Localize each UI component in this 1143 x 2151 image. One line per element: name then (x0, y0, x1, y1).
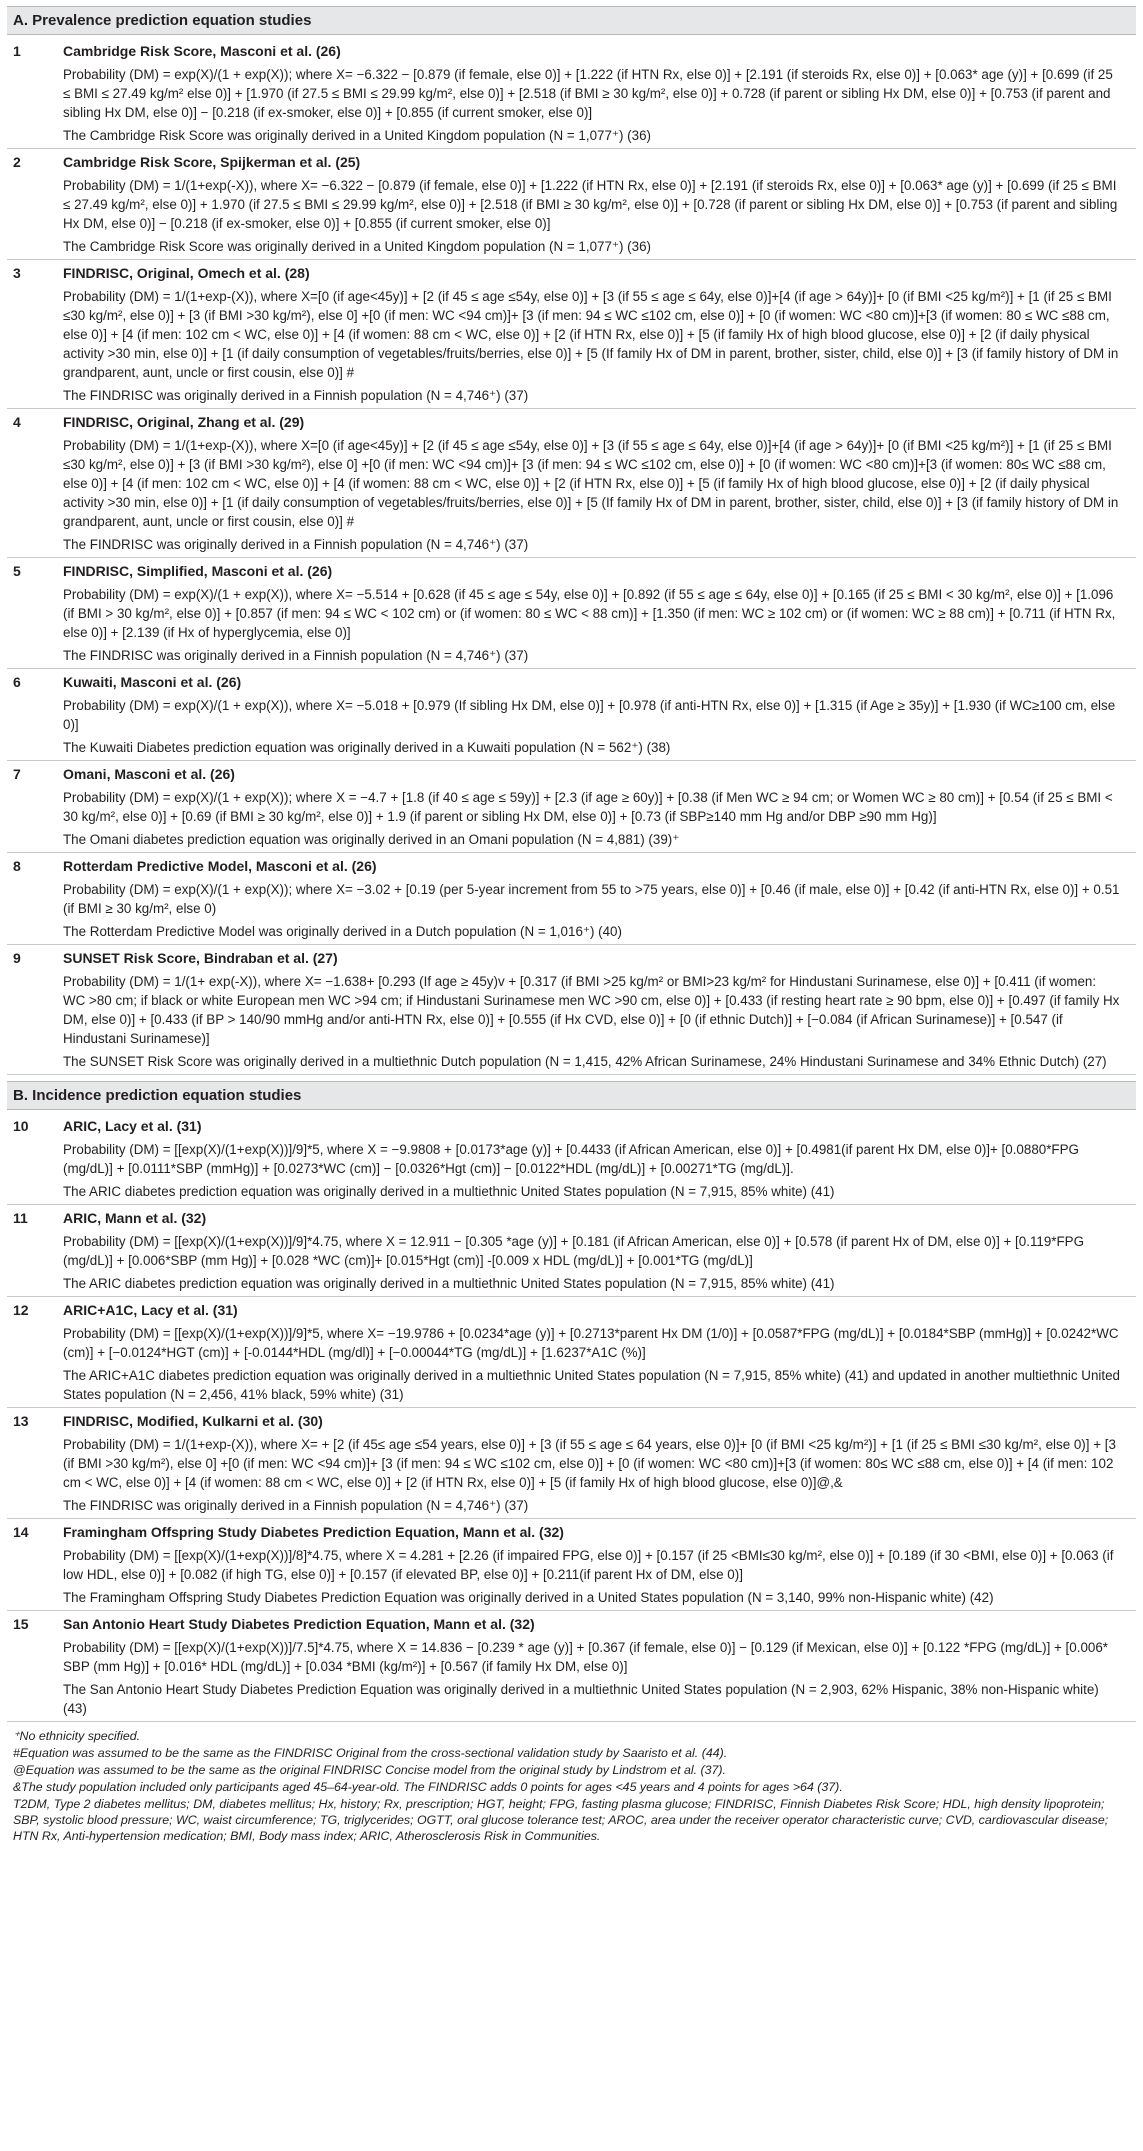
model-formula: Probability (DM) = 1/(1+exp-(X)), where X=[0 (if age<45y)] + [2 (if 45 ≤ age ≤54y, else 0)] + [3 (if 55 ≤ age ≤ 64y, else 0)]+[4 (if age > 64y)]+ [0 (if BMI <25 kg/m²)] + [1 (if 25 ≤ BMI ≤30 kg/m², else 0)] + [3 (if BMI >30 kg/m²), else 0] +[0 (if men: WC <94 cm)]+ [3 (if men: 94 ≤ WC ≤102 cm, else 0)] + [0 (if women: WC <80 cm)]+[3 (if women: 80≤ WC ≤88 cm, else 0)] + [4 (if men: 102 cm < WC, else 0)] + [4 (if women: 88 cm < WC, else 0)] + [2 (if HTN Rx, else 0)] + [5 (if family Hx of high blood glucose, else 0)] + [2 (if daily physical activity >30 min, else 0)] + [1 (if daily consumption of vegetables/fruits/berries, else 0)] + [5 (If family Hx of DM in parent, brother, sister, child, else 0)] + [3 (if family history of DM in grandparent, aunt, uncle or first cousin, else 0)] # (63, 438, 1119, 529)
model-formula: Probability (DM) = [[exp(X)/(1+exp(X))]/9]*4.75, where X = 12.911 − [0.305 *age (y)] + [0.181 (if African American, else 0)] + [0.578 (if parent Hx of DM, else 0)] + [0.119*FPG (mg/dL)] + [0.006*SBP (mm Hg)] + [0.028 *WC (cm)]+ [0.015*Hgt (cm)] -[0.009 x HDL (mg/dL)] + [0.001*TG (mg/dL)] (63, 1234, 1085, 1268)
model-formula: Probability (DM) = 1/(1+exp-(X)), where X=[0 (if age<45y)] + [2 (if 45 ≤ age ≤54y, else 0)] + [3 (if 55 ≤ age ≤ 64y, else 0)]+[4 (if age > 64y)]+ [0 (if BMI <25 kg/m²)] + [1 (if 25 ≤ BMI ≤30 kg/m², else 0)] + [3 (if BMI >30 kg/m²), else 0] +[0 (if men: WC <94 cm)]+ [3 (if men: 94 ≤ WC ≤102 cm, else 0)] + [0 (if women: WC <80 cm)]+[3 (if women: 80 ≤ WC ≤88 cm, else 0)] + [4 (if men: 102 cm < WC, else 0)] + [4 (if women: 88 cm < WC, else 0)] + [2 (if HTN Rx, else 0)] + [5 (if family Hx of high blood glucose, else 0)] + [2 (if daily physical activity >30 min, else 0)] + [1 (if daily consumption of vegetables/fruits/berries, else 0)] + [5 (If family Hx of DM in parent, brother, sister, child, else 0)] + [3 (if family history of DM in grandparent, aunt, uncle or first cousin, else 0)] # (63, 289, 1119, 380)
model-formula: Probability (DM) = exp(X)/(1 + exp(X)); where X= −6.322 − [0.879 (if female, else 0)] + [1.222 (if HTN Rx, else 0)] + [2.191 (if steroids Rx, else 0)] + [0.063* age (y)] + [0.699 (if 25 ≤ BMI ≤ 27.49 kg/m² else 0)] + [1.970 (if 27.5 ≤ BMI ≤ 29.99 kg/m², else 0)] + [2.518 (if BMI ≥ 30 kg/m², else 0)] + 0.728 (if parent or sibling Hx DM, else 0)] + [0.753 (if parent and sibling Hx DM, else 0)] − [0.218 (if ex-smoker, else 0)] + [0.855 (if current smoker, else 0)] (63, 67, 1113, 120)
footnote: #Equation was assumed to be the same as the FINDRISC Original from the cross-sectional validation study by Saaristo et al. (44). (13, 1746, 728, 1760)
model-formula: Probability (DM) = 1/(1+exp-(X)), where X= + [2 (if 45≤ age ≤54 years, else 0)] + [3 (if 55 ≤ age ≤ 64 years, else 0)]+ [0 (if BMI <25 kg/m²)] + [1 (if 25 ≤ BMI ≤30 kg/m², else 0)] + [3 (if BMI >30 kg/m²), else 0] +[0 (if men: WC <94 cm)]+ [3 (if men: 94 ≤ WC ≤102 cm, else 0)] + [0 (if women: WC <80 cm)]+[3 (if women: 80≤ WC ≤88 cm, else 0)] + [4 (if men: 102 cm < WC, else 0)] + [4 (if women: 88 cm < WC, else 0)] + [2 (if HTN Rx, else 0)] + [5 (if family Hx of high blood glucose, else 0)]@,& (63, 1437, 1116, 1490)
footnote: T2DM, Type 2 diabetes mellitus; DM, diabetes mellitus; Hx, history; Rx, prescription; HGT, height; FPG, fasting plasma glucose; FINDRISC, Finnish Diabetes Risk Score; HDL, high density lipoprotein; SBP, systolic blood pressure; WC, waist circumference; TG, triglycerides; OGTT, oral glucose tolerance test; AROC, area under the receiver operator characteristic curve; CVD, cardiovascular disease; HTN Rx, Anti-hypertension medication; BMI, Body mass index; ARIC, Atherosclerosis Risk in Communities. (13, 1797, 1109, 1843)
row-number: 3 (13, 265, 21, 281)
model-origin: The FINDRISC was originally derived in a Finnish population (N = 4,746⁺) (37) (63, 537, 529, 552)
table-row (7, 1519, 1136, 1611)
row-number: 15 (13, 1616, 29, 1632)
model-origin: The Omani diabetes prediction equation was originally derived in an Omani population (N = 4,881) (39)⁺ (63, 832, 680, 847)
model-origin: The Cambridge Risk Score was originally derived in a United Kingdom population (N = 1,077⁺) (36) (63, 239, 651, 254)
model-formula: Probability (DM) = exp(X)/(1 + exp(X)); where X = −4.7 + [1.8 (if 40 ≤ age ≤ 59y)] + [2.3 (if age ≥ 60y)] + [0.38 (if Men WC ≥ 94 cm; or Women WC ≥ 80 cm)] + [0.54 (if 25 ≤ BMI < 30 kg/m², else 0)] + [0.69 (if BMI ≥ 30 kg/m², else 0)] + 1.9 (if parent or sibling Hx DM, else 0)] + [0.73 (if SBP≥140 mm Hg and/or DBP ≥90 mm Hg)] (63, 790, 1113, 824)
section-a-header: A. Prevalence prediction equation studies (7, 6, 1136, 35)
model-title: FINDRISC, Modified, Kulkarni et al. (30) (63, 1413, 323, 1429)
model-formula: Probability (DM) = [[exp(X)/(1+exp(X))]/9]*5, where X= −19.9786 + [0.0234*age (y)] + [0.2713*parent Hx DM (1/0)] + [0.0587*FPG (mg/dL)] + [0.0184*SBP (mmHg)] + [0.0242*WC (cm)] + [−0.0124*HGT (cm)] + [-0.0144*HDL (mg/dl)] + [−0.00044*TG (mg/dL)] + [1.6237*A1C (%)] (63, 1326, 1119, 1360)
model-title: Omani, Masconi et al. (26) (63, 766, 235, 782)
model-title: ARIC+A1C, Lacy et al. (31) (63, 1302, 238, 1318)
footnotes (7, 1722, 1136, 1844)
model-formula: Probability (DM) = exp(X)/(1 + exp(X)), where X= −5.514 + [0.628 (if 45 ≤ age ≤ 54y, else 0)] + [0.892 (if 55 ≤ age ≤ 64y, else 0)] + [0.165 (if 25 ≤ BMI < 30 kg/m², else 0)] + [1.096 (if BMI > 30 kg/m², else 0)] + [0.857 (if men: 94 ≤ WC < 102 cm) or (if women: 80 ≤ WC < 88 cm)] + [1.350 (if men: WC ≥ 102 cm) or (if women: WC ≥ 88 cm)] + [0.711 (if HTN Rx, else 0)] + [2.139 (if Hx of hyperglycemia, else 0)] (63, 587, 1116, 640)
model-formula: Probability (DM) = 1/(1+ exp(-X)), where X= −1.638+ [0.293 (If age ≥ 45y)v + [0.317 (if BMI >25 kg/m² or BMI>23 kg/m² for Hindustani Surinamese, else 0)] + [0.411 (if women: WC >80 cm; if black or white European men WC >94 cm; if Hindustani Surinamese men WC >90 cm, else 0)] + [0.433 (if resting heart rate ≥ 90 bpm, else 0)] + [0.497 (if family Hx DM, else 0)] + [0.433 (if BP > 140/90 mmHg and/or anti-HTN Rx, else 0)] + [0.555 (if Hx CVD, else 0)] + [0 (if ethnic Dutch)] + [−0.084 (if African Surinamese)] + [0.547 (if Hindustani Surinamese)] (63, 974, 1120, 1046)
row-number: 6 (13, 674, 21, 690)
model-origin: The FINDRISC was originally derived in a Finnish population (N = 4,746⁺) (37) (63, 388, 529, 403)
table-row (7, 853, 1136, 945)
table-row (7, 149, 1136, 260)
table-row (7, 1611, 1136, 1722)
footnote: ⁺No ethnicity specified. (13, 1729, 141, 1743)
footnote: @Equation was assumed to be the same as the original FINDRISC Concise model from the original study by Lindstrom et al. (37). (13, 1763, 726, 1777)
row-number: 2 (13, 154, 21, 170)
model-title: San Antonio Heart Study Diabetes Prediction Equation, Mann et al. (32) (63, 1616, 535, 1632)
model-origin: The ARIC diabetes prediction equation was originally derived in a multiethnic United States population (N = 7,915, 85% white) (41) (63, 1184, 835, 1199)
row-number: 1 (13, 43, 21, 59)
table-row (7, 38, 1136, 149)
row-number: 10 (13, 1118, 29, 1134)
row-number: 4 (13, 414, 21, 430)
model-origin: The Cambridge Risk Score was originally derived in a United Kingdom population (N = 1,077⁺) (36) (63, 128, 651, 143)
model-formula: Probability (DM) = [[exp(X)/(1+exp(X))]/9]*5, where X = −9.9808 + [0.0173*age (y)] + [0.4433 (if African American, else 0)] + [0.4981(if parent Hx DM, else 0)]+ [0.0880*FPG (mg/dL)] + [0.0111*SBP (mmHg)] + [0.0273*WC (cm)] − [0.0326*Hgt (cm)] − [0.0122*HDL (mg/dL)] + [0.00271*TG (mg/dL)]. (63, 1142, 1079, 1176)
footnote: &The study population included only participants aged 45–64-year-old. The FINDRISC adds 0 points for ages <45 years and 4 points for ages >64 (37). (13, 1780, 843, 1794)
model-title: ARIC, Lacy et al. (31) (63, 1118, 202, 1134)
table-row (7, 558, 1136, 669)
model-title: Rotterdam Predictive Model, Masconi et al. (26) (63, 858, 377, 874)
section-b-header: B. Incidence prediction equation studies (7, 1081, 1136, 1110)
row-number: 5 (13, 563, 21, 579)
model-origin: The SUNSET Risk Score was originally derived in a multiethnic Dutch population (N = 1,415, 42% African Surinamese, 24% Hindustani Surinamese and 34% Ethnic Dutch) (27) (63, 1054, 1107, 1069)
model-origin: The Framingham Offspring Study Diabetes Prediction Equation was originally derived in a United States population (N = 3,140, 99% non-Hispanic white) (42) (63, 1590, 994, 1605)
model-title: FINDRISC, Original, Zhang et al. (29) (63, 414, 305, 430)
model-title: ARIC, Mann et al. (32) (63, 1210, 207, 1226)
model-origin: The Kuwaiti Diabetes prediction equation was originally derived in a Kuwaiti population (N = 562⁺) (38) (63, 740, 671, 755)
model-origin: The ARIC diabetes prediction equation was originally derived in a multiethnic United States population (N = 7,915, 85% white) (41) (63, 1276, 835, 1291)
row-number: 14 (13, 1524, 29, 1540)
model-formula: Probability (DM) = [[exp(X)/(1+exp(X))]/7.5]*4.75, where X = 14.836 − [0.239 * age (y)] + [0.367 (if female, else 0)] − [0.129 (if Mexican, else 0)] + [0.122 *FPG (mg/dL)] + [0.006* SBP (mm Hg)] + [0.016* HDL (mg/dL)] + [0.034 *BMI (kg/m²)] + [0.567 (if family Hx DM, else 0)] (63, 1640, 1108, 1674)
row-number: 7 (13, 766, 21, 782)
model-title: Cambridge Risk Score, Spijkerman et al. (25) (63, 154, 361, 170)
row-number: 13 (13, 1413, 29, 1429)
model-origin: The Rotterdam Predictive Model was originally derived in a Dutch population (N = 1,016⁺) (40) (63, 924, 622, 939)
row-number: 9 (13, 950, 21, 966)
model-origin: The FINDRISC was originally derived in a Finnish population (N = 4,746⁺) (37) (63, 1498, 529, 1513)
table-row (7, 761, 1136, 853)
table-row (7, 260, 1136, 409)
table-row (7, 669, 1136, 761)
model-origin: The FINDRISC was originally derived in a Finnish population (N = 4,746⁺) (37) (63, 648, 529, 663)
model-formula: Probability (DM) = exp(X)/(1 + exp(X)); where X= −3.02 + [0.19 (per 5-year increment from 55 to >75 years, else 0)] + [0.46 (if male, else 0)] + [0.42 (if anti-HTN Rx, else 0)] + 0.51 (if BMI ≥ 30 kg/m², else 0) (63, 882, 1120, 916)
model-title: Cambridge Risk Score, Masconi et al. (26) (63, 43, 341, 59)
table-row (7, 945, 1136, 1075)
table-row (7, 1297, 1136, 1408)
model-origin: The San Antonio Heart Study Diabetes Prediction Equation was originally derived in a multiethnic United States population (N = 2,903, 62% Hispanic, 38% non-Hispanic white) (43) (63, 1682, 1099, 1716)
row-number: 11 (13, 1210, 28, 1226)
row-number: 8 (13, 858, 21, 874)
model-title: SUNSET Risk Score, Bindraban et al. (27) (63, 950, 338, 966)
table-row (7, 1408, 1136, 1519)
model-formula: Probability (DM) = [[exp(X)/(1+exp(X))]/8]*4.75, where X = 4.281 + [2.26 (if impaired FPG, else 0)] + [0.157 (if 25 <BMI≤30 kg/m², else 0)] + [0.189 (if 30 <BMI, else 0)] + [0.063 (if low HDL, else 0)] + [0.082 (if high TG, else 0)] + [0.157 (if elevated BP, else 0)] + [0.211(if parent Hx of DM, else 0)] (63, 1548, 1114, 1582)
table-row (7, 409, 1136, 558)
table-row (7, 1205, 1136, 1297)
model-title: Framingham Offspring Study Diabetes Prediction Equation, Mann et al. (32) (63, 1524, 564, 1540)
model-formula: Probability (DM) = exp(X)/(1 + exp(X)), where X= −5.018 + [0.979 (If sibling Hx DM, else 0)] + [0.978 (if anti-HTN Rx, else 0)] + [1.315 (if Age ≥ 35y)] + [1.930 (if WC≥100 cm, else 0)] (63, 698, 1116, 732)
model-origin: The ARIC+A1C diabetes prediction equation was originally derived in a multiethnic United States population (N = 7,915, 85% white) (41) and updated in another multiethnic United States population (N = 2,456, 41% black, 59% white) (31) (63, 1368, 1120, 1402)
row-number: 12 (13, 1302, 29, 1318)
model-title: FINDRISC, Simplified, Masconi et al. (26) (63, 563, 333, 579)
model-formula: Probability (DM) = 1/(1+exp(-X)), where X= −6.322 − [0.879 (if female, else 0)] + [1.222 (if HTN Rx, else 0)] + [2.191 (if steroids Rx, else 0)] + [0.063* age (y)] + [0.699 (if 25 ≤ BMI ≤ 27.49 kg/m², else 0)] + 1.970 (if 27.5 ≤ BMI ≤ 29.99 kg/m², else 0)] + [2.518 (if BMI ≥ 30 kg/m², else 0)] + [0.728 (if parent or sibling Hx DM, else 0)] + [0.753 (if parent and sibling Hx DM, else 0)] − [0.218 (if ex-smoker, else 0)] + [0.855 (if current smoker, else 0)] (63, 178, 1118, 231)
model-title: Kuwaiti, Masconi et al. (26) (63, 674, 242, 690)
table-row (7, 1113, 1136, 1205)
model-title: FINDRISC, Original, Omech et al. (28) (63, 265, 310, 281)
